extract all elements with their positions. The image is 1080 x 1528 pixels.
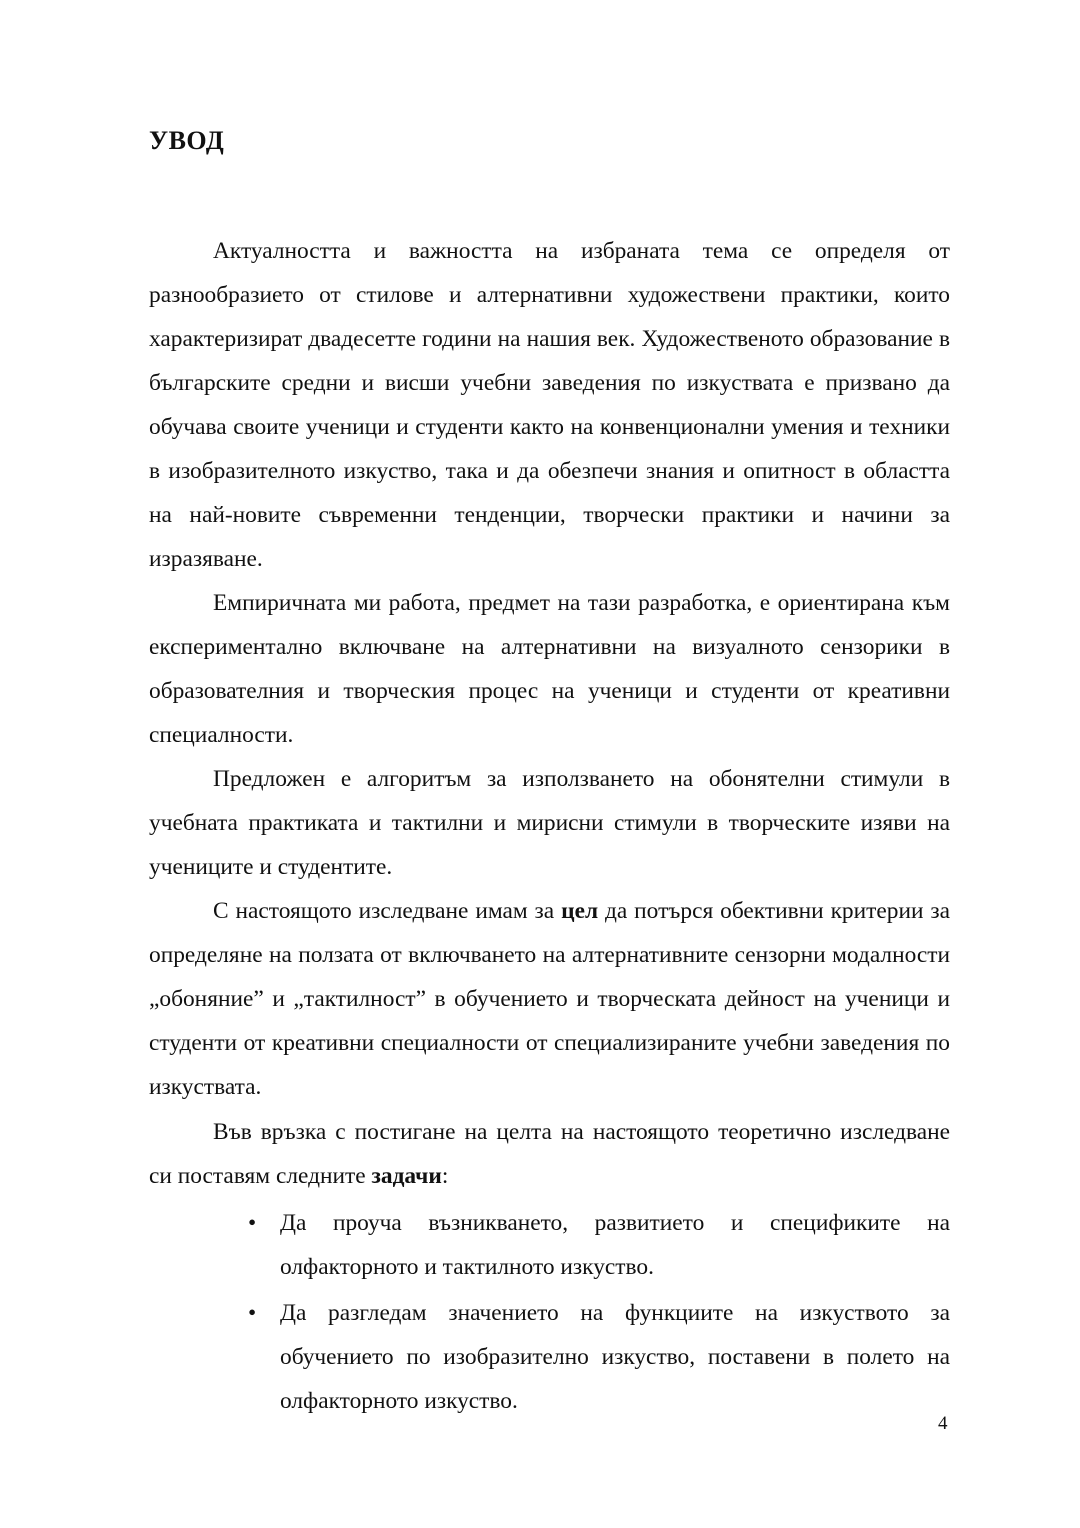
list-item	[248, 1201, 950, 1289]
tasks-keyword: задачи	[371, 1163, 442, 1189]
goal-keyword: цел	[561, 898, 599, 924]
paragraph-algorithm: Предложен е алгоритъм за използването на обонятелни стимули в учебната практиката и тактилни и мирисни стимули в творческите изяви на учениците и студентите.	[149, 766, 950, 880]
task-text: Да разгледам значението на функциите на изкуството за обучението по изобразително изкуство, поставени в полето на олфакторното изкуство.	[280, 1300, 950, 1414]
paragraph-relevance: Актуалността и важността на избраната тема се определя от разнообразието от стилове и алтернативни художествени практики, които характеризират двадесетте години на нашия век. Художественото образование в българските средни и висши учебни заведения по изкуствата е призвано да обучава своите ученици и студенти както на конвенционални умения и техники в изобразителното изкуство, така и да обезпечи знания и опитност в областта на най-новите съвременни тенденции, творчески практики и начини за изразяване.	[149, 238, 950, 572]
paragraph-tasks-intro	[149, 1110, 950, 1198]
section-heading: УВОД	[149, 126, 225, 155]
bullet-icon: •	[248, 1300, 257, 1326]
goal-text-after: да потърся обективни критерии за определяне на ползата от включването на алтернативните сензорни модалности „обоняние” и „тактилност” в обучението и творческата дейност на ученици и студенти от креативни специалности от специализираните учебни заведения по изкуствата.	[149, 898, 950, 1100]
paragraph-empirical-work: Емпиричната ми работа, предмет на тази разработка, е ориентирана към експериментално включване на алтернативни на визуалното сензорики в образователния и творческия процес на ученици и студенти от креативни специалности.	[149, 590, 950, 748]
goal-text-before: С настоящото изследване имам за	[213, 898, 562, 924]
paragraph-goal	[149, 889, 950, 1109]
task-text: Да проуча възникването, развитието и спецификите на олфакторното и тактилното изкуство.	[280, 1210, 950, 1280]
list-item	[248, 1291, 950, 1423]
bullet-icon: •	[248, 1210, 257, 1236]
tasks-intro-before: Във връзка с постигане на целта на настоящото теоретично изследване си поставям следните	[149, 1119, 950, 1189]
tasks-intro-after: :	[441, 1163, 449, 1189]
body-text	[149, 229, 950, 1425]
page-number: 4	[938, 1413, 948, 1434]
task-list	[149, 1201, 950, 1423]
